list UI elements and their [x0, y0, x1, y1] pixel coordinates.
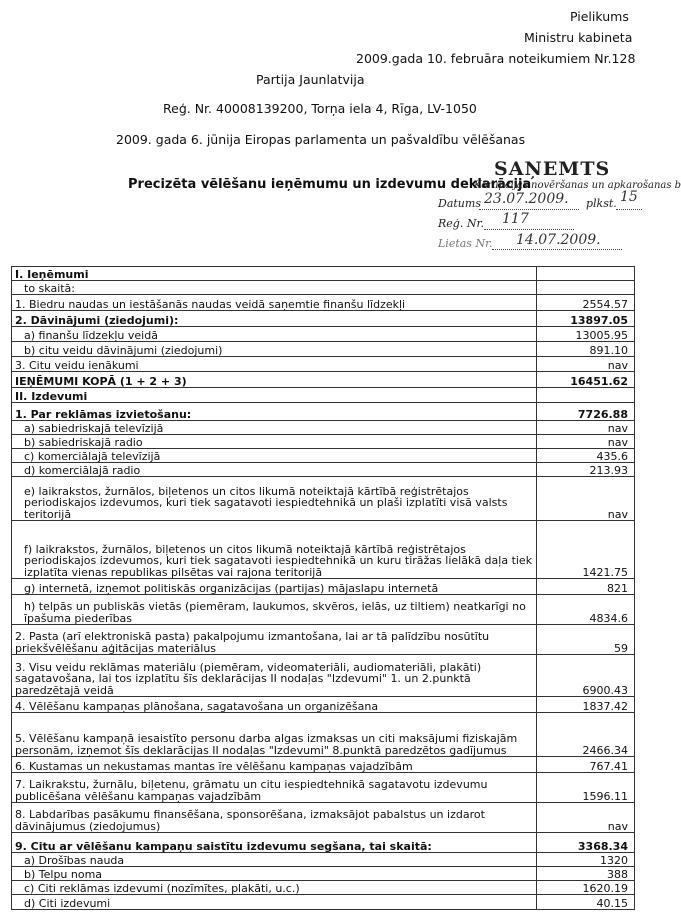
row-description: c) komerciālajā televīzijā: [12, 449, 537, 463]
row-amount: [537, 281, 635, 295]
stamp-heading: SAŅEMTS: [494, 158, 611, 180]
row-description: II. Izdevumi: [12, 388, 537, 403]
table-row: [12, 372, 635, 388]
stamp-plkst-label: plkst.: [586, 197, 617, 210]
stamp-datums-label: Datums: [438, 197, 481, 210]
stamp-datums-value: 23.07.2009.: [484, 191, 569, 207]
table-row: [12, 327, 635, 342]
table-row: [12, 421, 635, 435]
row-description: b) Telpu noma: [12, 867, 537, 881]
row-amount: 3368.34: [537, 833, 635, 853]
row-amount: [537, 267, 635, 281]
table-row: [12, 713, 635, 757]
cabinet-label: Ministru kabineta: [524, 30, 633, 45]
row-description: to skaitā:: [12, 281, 537, 295]
row-amount: nav: [537, 435, 635, 449]
table-row: [12, 295, 635, 311]
table-row: [12, 435, 635, 449]
table-row: [12, 463, 635, 477]
table-row: [12, 895, 635, 910]
table-row: [12, 697, 635, 713]
stamp-reg-value: 117: [502, 211, 529, 227]
row-amount: 213.93: [537, 463, 635, 477]
row-description: 5. Vēlēšanu kampaņā iesaistīto personu darba algas izmaksas un citi maksājumi fiziskajām personām, izņemot šīs deklarācijas II nodaļas "Izdevumi" 8.punktā paredzētos gadījumus: [12, 713, 537, 757]
row-description: I. Ieņēmumi: [12, 267, 537, 281]
table-row: [12, 281, 635, 295]
row-description: 4. Vēlēšanu kampaņas plānošana, sagatavošana un organizēšana: [12, 697, 537, 713]
row-description: IEŅĒMUMI KOPĀ (1 + 2 + 3): [12, 372, 537, 388]
table-row: [12, 833, 635, 853]
row-description: 3. Visu veidu reklāmas materiālu (piemēram, videomateriāli, audiomateriāli, plakāti) sagatavošana, lai tos izplatītu šīs deklarācijas II nodaļas "Izdevumi" 1. un 2.punktā paredzētajā veidā: [12, 655, 537, 697]
table-row: [12, 881, 635, 895]
row-amount: [537, 388, 635, 403]
row-description: b) citu veidu dāvinājumi (ziedojumi): [12, 342, 537, 357]
row-description: 3. Citu veidu ienākumi: [12, 357, 537, 372]
table-row: [12, 357, 635, 372]
row-description: d) Citi izdevumi: [12, 895, 537, 910]
table-row: [12, 625, 635, 655]
row-amount: 821: [537, 579, 635, 595]
stamp-reg-label: Reģ. Nr.: [438, 217, 484, 230]
table-row: [12, 388, 635, 403]
table-row: [12, 521, 635, 579]
row-amount: 13897.05: [537, 311, 635, 327]
row-amount: nav: [537, 357, 635, 372]
election-name: 2009. gada 6. jūnija Eiropas parlamenta un pašvaldību vēlēšanas: [116, 132, 526, 147]
row-amount: 7726.88: [537, 403, 635, 421]
row-description: b) sabiedriskajā radio: [12, 435, 537, 449]
row-description: c) Citi reklāmas izdevumi (nozīmītes, plakāti, u.c.): [12, 881, 537, 895]
row-description: f) laikrakstos, žurnālos, biļetenos un citos likumā noteiktajā kārtībā reģistrētajos periodiskajos izdevumos, kuri tiek sagatavoti iespiedtehnikā un kuru tirāžas lielākā daļa tiek izplatīta vienas republikas pilsētas vai rajona teritorijā: [12, 521, 537, 579]
row-amount: 1596.11: [537, 773, 635, 803]
row-description: a) finanšu līdzekļu veidā: [12, 327, 537, 342]
row-amount: 1320: [537, 853, 635, 867]
row-description: d) komerciālajā radio: [12, 463, 537, 477]
table-row: [12, 773, 635, 803]
row-amount: 40.15: [537, 895, 635, 910]
row-description: 8. Labdarības pasākumu finansēšana, sponsorēšana, izmaksājot pabalstus un izdarot dāvinājumus (ziedojumus): [12, 803, 537, 833]
row-amount: 13005.95: [537, 327, 635, 342]
row-description: h) telpās un publiskās vietās (piemēram, laukumos, skvēros, ielās, uz tiltiem) neatkarīgi no īpašuma piederības: [12, 595, 537, 625]
row-description: 7. Laikrakstu, žurnālu, biļetenu, grāmatu un citu iespiedtehnikā sagatavotu izdevumu publicēšana vēlēšanu kampaņas vajadzībām: [12, 773, 537, 803]
table-row: [12, 477, 635, 521]
received-stamp: [424, 158, 681, 268]
table-row: [12, 579, 635, 595]
table-row: [12, 655, 635, 697]
row-amount: 767.41: [537, 757, 635, 773]
row-description: 2. Dāvinājumi (ziedojumi):: [12, 311, 537, 327]
row-description: e) laikrakstos, žurnālos, biļetenos un citos likumā noteiktajā kārtībā reģistrētajos periodiskajos izdevumos, kuri tiek sagatavoti iespiedtehnikā un plaši izplatīti visā valsts teritorijā: [12, 477, 537, 521]
row-amount: 388: [537, 867, 635, 881]
row-amount: 1620.19: [537, 881, 635, 895]
declaration-table: [11, 266, 635, 910]
row-amount: 16451.62: [537, 372, 635, 388]
row-description: 9. Citu ar vēlēšanu kampaņu saistītu izdevumu segšana, tai skaitā:: [12, 833, 537, 853]
table-row: [12, 595, 635, 625]
row-description: g) internetā, izņemot politiskās organizācijas (partijas) mājaslapu internetā: [12, 579, 537, 595]
party-registration: Reģ. Nr. 40008139200, Torņa iela 4, Rīga, LV-1050: [163, 101, 477, 116]
table-row: [12, 311, 635, 327]
table-row: [12, 757, 635, 773]
table-row: [12, 803, 635, 833]
row-description: 6. Kustamas un nekustamas mantas īre vēlēšanu kampaņas vajadzībām: [12, 757, 537, 773]
row-description: 1. Biedru naudas un iestāšanās naudas veidā saņemtie finanšu līdzekļi: [12, 295, 537, 311]
row-amount: 1837.42: [537, 697, 635, 713]
stamp-lietas-value: 14.07.2009.: [516, 232, 601, 248]
row-amount: nav: [537, 803, 635, 833]
regulation-label: 2009.gada 10. februāra noteikumiem Nr.128: [356, 51, 636, 66]
row-amount: 891.10: [537, 342, 635, 357]
table-row: [12, 449, 635, 463]
row-description: 2. Pasta (arī elektroniskā pasta) pakalpojumu izmantošana, lai ar tā palīdzību nosūtītu priekšvēlēšanu aģitācijas materiālus: [12, 625, 537, 655]
table-row: [12, 867, 635, 881]
stamp-agency: Korupcijas novēršanas un apkarošanas b: [474, 180, 681, 191]
row-description: a) sabiedriskajā televīzijā: [12, 421, 537, 435]
table-row: [12, 267, 635, 281]
table-row: [12, 342, 635, 357]
row-amount: nav: [537, 477, 635, 521]
stamp-lietas-label: Lietas Nr.: [438, 237, 493, 250]
row-amount: 6900.43: [537, 655, 635, 697]
row-description: a) Drošības nauda: [12, 853, 537, 867]
appendix-label: Pielikums: [570, 9, 629, 24]
table-row: [12, 403, 635, 421]
row-amount: nav: [537, 421, 635, 435]
row-amount: 435.6: [537, 449, 635, 463]
row-description: 1. Par reklāmas izvietošanu:: [12, 403, 537, 421]
row-amount: 1421.75: [537, 521, 635, 579]
row-amount: 4834.6: [537, 595, 635, 625]
row-amount: 59: [537, 625, 635, 655]
row-amount: 2466.34: [537, 713, 635, 757]
row-amount: 2554.57: [537, 295, 635, 311]
stamp-plkst-value: 15: [620, 189, 638, 205]
table-row: [12, 853, 635, 867]
party-name: Partija Jaunlatvija: [256, 72, 365, 87]
document-title: Precizēta vēlēšanu ieņēmumu un izdevumu deklarācija: [128, 177, 532, 192]
